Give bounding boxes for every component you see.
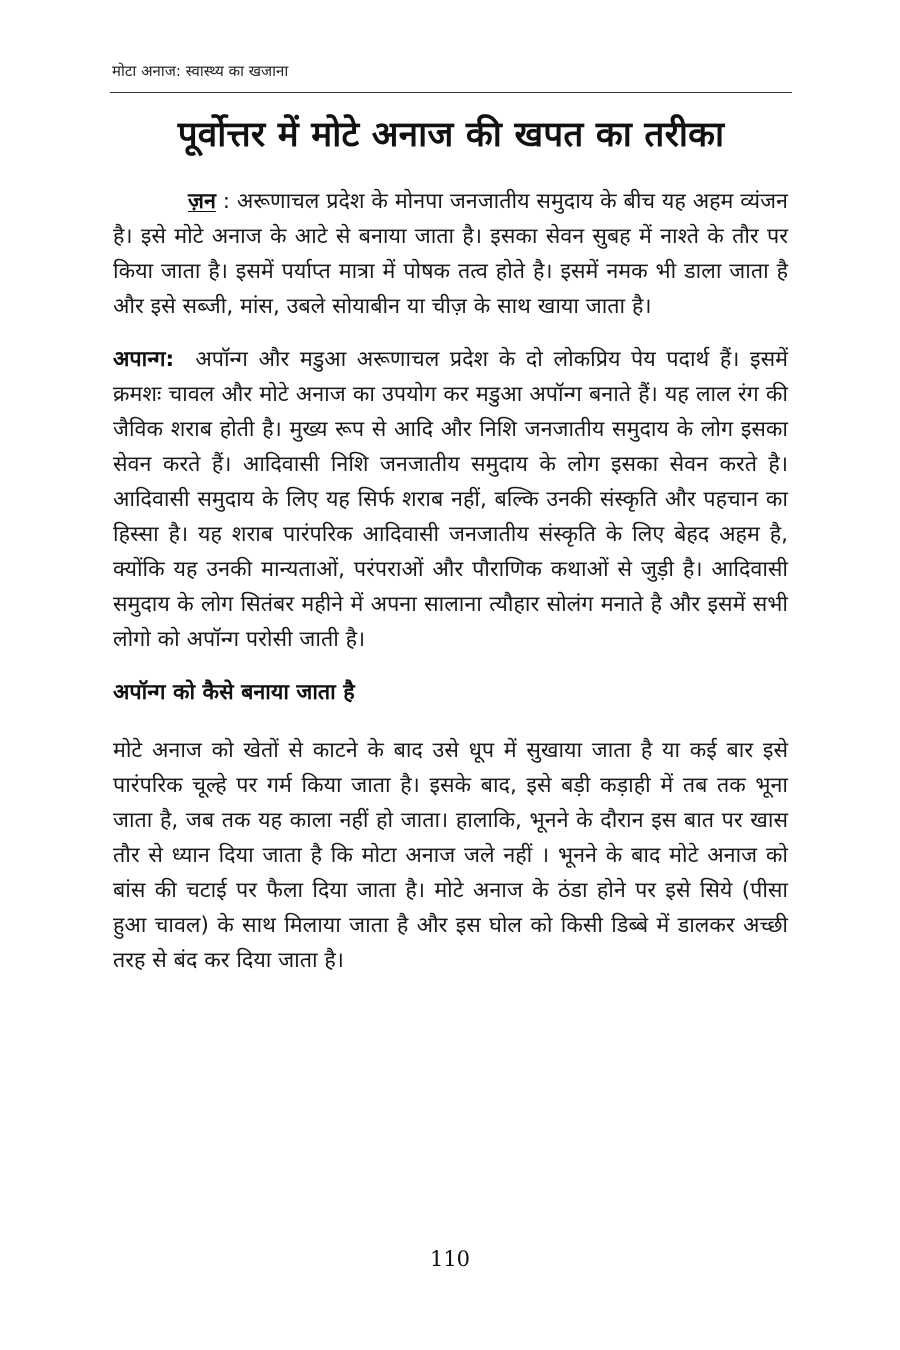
page-number: 110	[429, 1247, 471, 1271]
paragraph-zan	[113, 184, 788, 324]
page-title: पूर्वोत्तर में मोटे अनाज की खपत का तरीका	[177, 115, 725, 155]
page-content	[113, 184, 788, 978]
paragraph-zan-text: अरूणाचल प्रदेश के मोनपा जनजातीय समुदाय के बीच यह अहम व्यंजन है। इसे मोटे अनाज के आटे से बनाया जाता है। इसका सेवन सुबह में नाश्ते के तौर पर किया जाता है। इसमें पर्याप्त मात्रा में पोषक तत्व होते है। इसमें नमक भी डाला जाता है और इसे सब्जी, मांस, उबले सोयाबीन या चीज़ के साथ खाया जाता है।	[113, 189, 788, 319]
term-zan: ज़न	[188, 189, 216, 214]
running-header: मोटा अनाज: स्वास्थ्य का खजाना	[112, 62, 289, 80]
section-heading-method: अपॉन्ग को कैसे बनाया जाता है	[113, 680, 355, 705]
paragraph-method: मोटे अनाज को खेतों से काटने के बाद उसे धूप में सुखाया जाता है या कई बार इसे पारंपरिक चूल्हे पर गर्म किया जाता है। इसके बाद, इसे बड़ी कड़ाही में तब तक भूना जाता है, जब तक यह काला नहीं हो जाता। हालाकि, भूनने के दौरान इस बात पर खास तौर से ध्यान दिया जाता है कि मोटा अनाज जले नहीं । भूनने के बाद मोटे अनाज को बांस की चटाई पर फैला दिया जाता है। मोटे अनाज के ठंडा होने पर इसे सिये (पीसा हुआ चावल) के साथ मिलाया जाता है और इस घोल को किसी डिब्बे में डालकर अच्छी तरह से बंद कर दिया जाता है।	[113, 738, 788, 973]
paragraph-apang-text: अपॉन्ग और मडुआ अरूणाचल प्रदेश के दो लोकप्रिय पेय पदार्थ हैं। इसमें क्रमशः चावल और मोटे अनाज का उपयोग कर मडुआ अपॉन्ग बनाते हैं। यह लाल रंग की जैविक शराब होती है। मुख्य रूप से आदि और निशि जनजातीय समुदाय के लोग इसका सेवन करते हैं। आदिवासी निशि जनजातीय समुदाय के लोग इसका सेवन करते है। आदिवासी समुदाय के लिए यह सिर्फ शराब नहीं, बल्कि उनकी संस्कृति और पहचान का हिस्सा है। यह शराब पारंपरिक आदिवासी जनजातीय संस्कृति के लिए बेहद अहम है, क्योंकि यह उनकी मान्यताओं, परंपराओं और पौराणिक कथाओं से जुड़ी है। आदिवासी समुदाय के लोग सितंबर महीने में अपना सालाना त्यौहार सोलंग मनाते है और इसमें सभी लोगो को अपॉन्ग परोसी जाती है।	[113, 347, 789, 652]
header-divider	[110, 92, 792, 93]
paragraph-apang	[113, 342, 788, 657]
term-apang: अपान्ग:	[113, 347, 175, 372]
term-separator: :	[215, 189, 237, 214]
